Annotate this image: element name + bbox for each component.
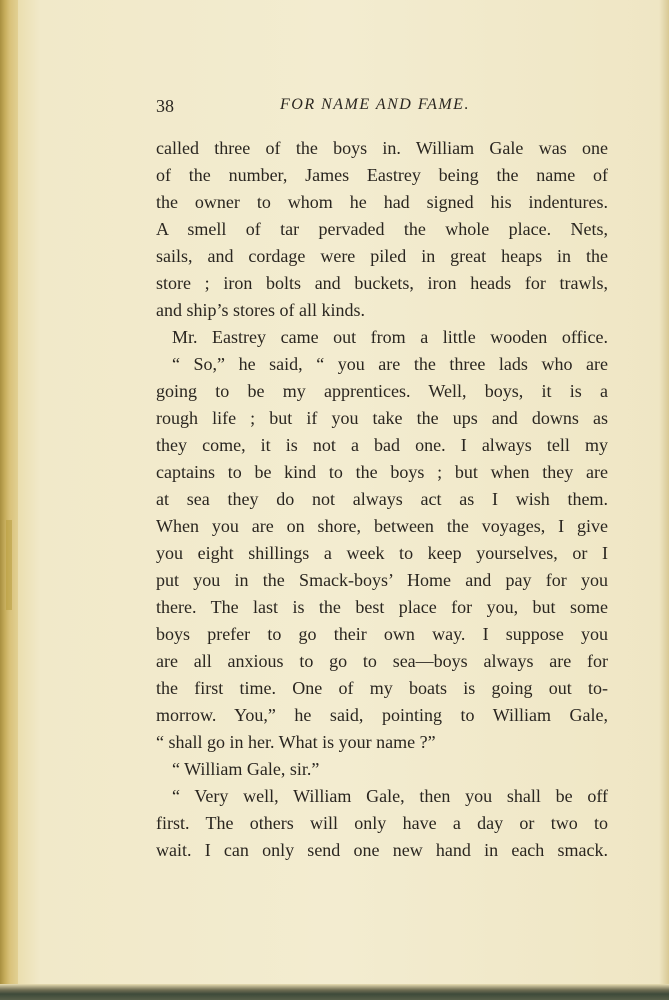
text-line: first. The others will only have a day or two to — [156, 813, 608, 833]
text-line: put you in the Smack-boys’ Home and pay for you — [156, 570, 608, 590]
text-line: sails, and cordage were piled in great heaps in the — [156, 246, 608, 266]
text-line: boys prefer to go their own way. I suppose you — [156, 624, 608, 644]
text-line: the owner to whom he had signed his indentures. — [156, 192, 608, 212]
text-line: wait. I can only send one new hand in each smack. — [156, 840, 608, 860]
text-line: When you are on shore, between the voyages, I give — [156, 516, 608, 536]
text-line: at sea they do not always act as I wish them. — [156, 489, 608, 509]
running-head: FOR NAME AND FAME. — [280, 96, 470, 113]
text-line: are all anxious to go to sea—boys always are for — [156, 651, 608, 671]
text-line: you eight shillings a week to keep yourselves, or I — [156, 543, 608, 563]
text-line: rough life ; but if you take the ups and downs as — [156, 408, 608, 428]
page-bottom-edge — [0, 984, 669, 1000]
text-line: the first time. One of my boats is going out to- — [156, 678, 608, 698]
page-number: 38 — [156, 96, 174, 116]
text-line: store ; iron bolts and buckets, iron heads for trawls, — [156, 273, 608, 293]
text-line: “ So,” he said, “ you are the three lads who are — [172, 354, 608, 374]
text-line: A smell of tar pervaded the whole place. Nets, — [156, 219, 608, 239]
text-line: they come, it is not a bad one. I always tell my — [156, 435, 608, 455]
text-line: going to be my apprentices. Well, boys, it is a — [156, 381, 608, 401]
text-line: there. The last is the best place for you, but some — [156, 597, 608, 617]
page-header — [156, 96, 608, 118]
page-binding-edge — [0, 0, 18, 1000]
text-line: Mr. Eastrey came out from a little wooden office. — [172, 327, 608, 347]
text-line: of the number, James Eastrey being the name of — [156, 165, 608, 185]
text-line: “ shall go in her. What is your name ?” — [156, 732, 436, 752]
text-line: morrow. You,” he said, pointing to William Gale, — [156, 705, 608, 725]
text-line: “ William Gale, sir.” — [172, 759, 320, 779]
text-line: “ Very well, William Gale, then you shall be off — [172, 786, 608, 806]
page-right-edge — [659, 0, 669, 1000]
text-line: captains to be kind to the boys ; but when they are — [156, 462, 608, 482]
body-text — [156, 135, 608, 864]
text-line: and ship’s stores of all kinds. — [156, 300, 365, 320]
text-line: called three of the boys in. William Gale was one — [156, 138, 608, 158]
